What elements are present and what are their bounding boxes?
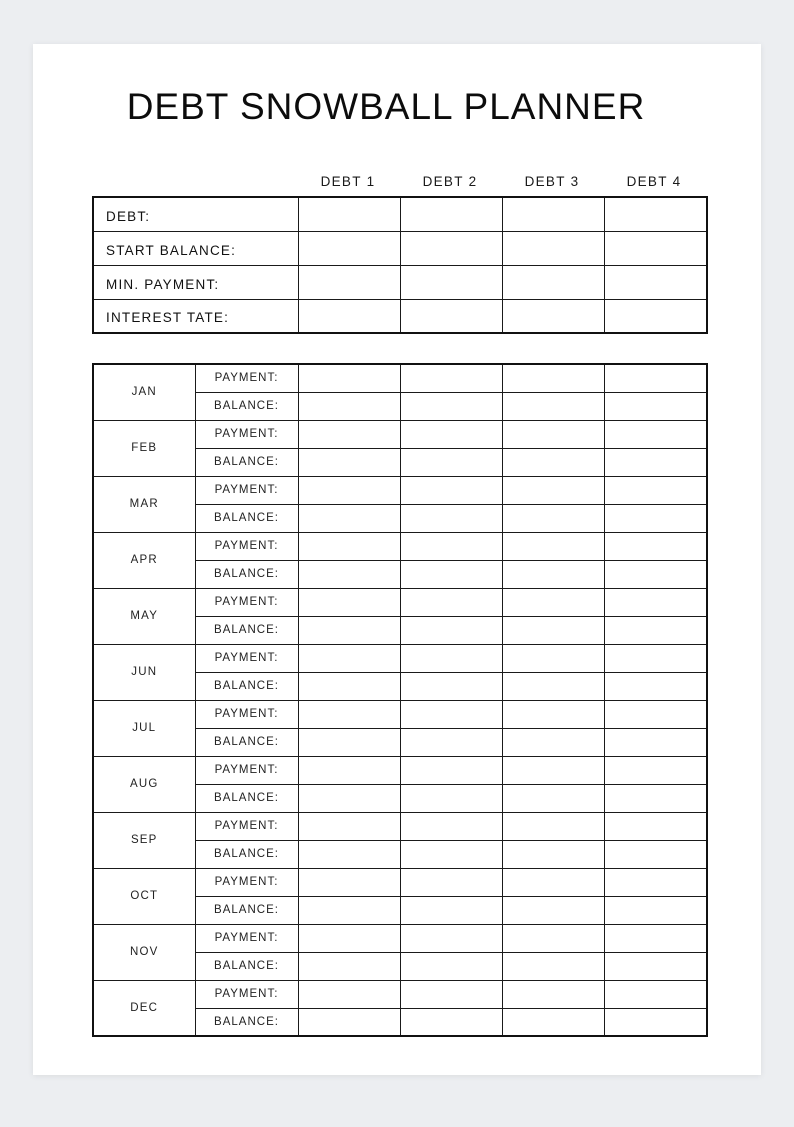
payment-cell-debt-1[interactable]: [298, 476, 400, 504]
balance-label: BALANCE:: [195, 840, 298, 868]
payment-cell-debt-1[interactable]: [298, 420, 400, 448]
balance-cell-debt-4[interactable]: [604, 896, 707, 924]
payment-cell-debt-1[interactable]: [298, 924, 400, 952]
payment-cell-debt-2[interactable]: [400, 700, 502, 728]
payment-cell-debt-2[interactable]: [400, 812, 502, 840]
month-payment-row: [93, 812, 707, 840]
balance-cell-debt-3[interactable]: [502, 560, 604, 588]
payment-cell-debt-1[interactable]: [298, 980, 400, 1008]
payment-cell-debt-4[interactable]: [604, 476, 707, 504]
balance-cell-debt-3[interactable]: [502, 392, 604, 420]
payment-cell-debt-4[interactable]: [604, 588, 707, 616]
summary-row-label: MIN. PAYMENT:: [93, 265, 298, 299]
summary-cell-debt-4[interactable]: [604, 299, 707, 333]
payment-cell-debt-1[interactable]: [298, 756, 400, 784]
payment-label: PAYMENT:: [195, 532, 298, 560]
balance-cell-debt-4[interactable]: [604, 504, 707, 532]
payment-cell-debt-3[interactable]: [502, 868, 604, 896]
balance-cell-debt-1[interactable]: [298, 896, 400, 924]
balance-cell-debt-4[interactable]: [604, 616, 707, 644]
balance-label: BALANCE:: [195, 896, 298, 924]
balance-label: BALANCE:: [195, 616, 298, 644]
summary-cell-debt-4[interactable]: [604, 197, 707, 231]
payment-cell-debt-1[interactable]: [298, 588, 400, 616]
payment-cell-debt-3[interactable]: [502, 700, 604, 728]
debt-2-header: DEBT 2: [422, 174, 478, 189]
balance-cell-debt-2[interactable]: [400, 616, 502, 644]
payment-cell-debt-1[interactable]: [298, 868, 400, 896]
payment-cell-debt-3[interactable]: [502, 980, 604, 1008]
payment-label: PAYMENT:: [195, 476, 298, 504]
payment-label: PAYMENT:: [195, 924, 298, 952]
payment-cell-debt-2[interactable]: [400, 364, 502, 392]
payment-cell-debt-2[interactable]: [400, 756, 502, 784]
payment-cell-debt-4[interactable]: [604, 868, 707, 896]
balance-label: BALANCE:: [195, 952, 298, 980]
month-label: MAY: [93, 588, 195, 644]
summary-row: [93, 197, 707, 231]
summary-row-label: INTEREST TATE:: [93, 299, 298, 333]
balance-cell-debt-2[interactable]: [400, 448, 502, 476]
balance-cell-debt-2[interactable]: [400, 896, 502, 924]
month-label: DEC: [93, 980, 195, 1036]
payment-cell-debt-2[interactable]: [400, 476, 502, 504]
payment-cell-debt-4[interactable]: [604, 924, 707, 952]
balance-cell-debt-3[interactable]: [502, 896, 604, 924]
balance-label: BALANCE:: [195, 392, 298, 420]
summary-cell-debt-1[interactable]: [298, 197, 400, 231]
month-label: OCT: [93, 868, 195, 924]
balance-cell-debt-4[interactable]: [604, 728, 707, 756]
month-payment-row: [93, 532, 707, 560]
balance-cell-debt-1[interactable]: [298, 448, 400, 476]
balance-cell-debt-4[interactable]: [604, 560, 707, 588]
month-payment-row: [93, 980, 707, 1008]
balance-cell-debt-1[interactable]: [298, 616, 400, 644]
month-payment-row: [93, 588, 707, 616]
month-label: JUN: [93, 644, 195, 700]
payment-cell-debt-2[interactable]: [400, 868, 502, 896]
balance-cell-debt-1[interactable]: [298, 840, 400, 868]
balance-label: BALANCE:: [195, 1008, 298, 1036]
debt-4-header: DEBT 4: [626, 174, 682, 189]
summary-cell-debt-3[interactable]: [502, 197, 604, 231]
payment-cell-debt-3[interactable]: [502, 644, 604, 672]
monthly-payment-table: [92, 363, 708, 1037]
summary-cell-debt-2[interactable]: [400, 231, 502, 265]
month-label: NOV: [93, 924, 195, 980]
summary-row-label: START BALANCE:: [93, 231, 298, 265]
summary-cell-debt-3[interactable]: [502, 299, 604, 333]
payment-cell-debt-3[interactable]: [502, 588, 604, 616]
month-label: AUG: [93, 756, 195, 812]
payment-cell-debt-2[interactable]: [400, 980, 502, 1008]
debt-3-header: DEBT 3: [524, 174, 580, 189]
debt-column-headers: [297, 174, 705, 192]
payment-cell-debt-3[interactable]: [502, 924, 604, 952]
balance-label: BALANCE:: [195, 672, 298, 700]
balance-cell-debt-1[interactable]: [298, 504, 400, 532]
balance-cell-debt-2[interactable]: [400, 504, 502, 532]
payment-cell-debt-3[interactable]: [502, 476, 604, 504]
balance-cell-debt-4[interactable]: [604, 952, 707, 980]
month-label: MAR: [93, 476, 195, 532]
balance-cell-debt-3[interactable]: [502, 952, 604, 980]
balance-cell-debt-3[interactable]: [502, 784, 604, 812]
payment-cell-debt-3[interactable]: [502, 420, 604, 448]
balance-cell-debt-2[interactable]: [400, 672, 502, 700]
balance-cell-debt-2[interactable]: [400, 840, 502, 868]
month-label: APR: [93, 532, 195, 588]
payment-label: PAYMENT:: [195, 980, 298, 1008]
payment-cell-debt-2[interactable]: [400, 420, 502, 448]
summary-cell-debt-3[interactable]: [502, 265, 604, 299]
payment-cell-debt-4[interactable]: [604, 420, 707, 448]
summary-cell-debt-2[interactable]: [400, 197, 502, 231]
payment-cell-debt-3[interactable]: [502, 812, 604, 840]
payment-label: PAYMENT:: [195, 420, 298, 448]
summary-row-label: DEBT:: [93, 197, 298, 231]
balance-cell-debt-3[interactable]: [502, 840, 604, 868]
balance-cell-debt-4[interactable]: [604, 784, 707, 812]
balance-cell-debt-1[interactable]: [298, 728, 400, 756]
balance-cell-debt-2[interactable]: [400, 560, 502, 588]
payment-cell-debt-1[interactable]: [298, 644, 400, 672]
payment-cell-debt-4[interactable]: [604, 364, 707, 392]
summary-cell-debt-3[interactable]: [502, 231, 604, 265]
month-payment-row: [93, 868, 707, 896]
payment-cell-debt-1[interactable]: [298, 532, 400, 560]
month-label: FEB: [93, 420, 195, 476]
payment-cell-debt-1[interactable]: [298, 700, 400, 728]
month-label: JAN: [93, 364, 195, 420]
payment-cell-debt-4[interactable]: [604, 644, 707, 672]
balance-cell-debt-4[interactable]: [604, 840, 707, 868]
payment-cell-debt-4[interactable]: [604, 812, 707, 840]
month-payment-row: [93, 700, 707, 728]
balance-cell-debt-3[interactable]: [502, 728, 604, 756]
summary-cell-debt-4[interactable]: [604, 265, 707, 299]
balance-cell-debt-1[interactable]: [298, 1008, 400, 1036]
summary-cell-debt-1[interactable]: [298, 265, 400, 299]
summary-cell-debt-2[interactable]: [400, 299, 502, 333]
summary-row: [93, 299, 707, 333]
month-payment-row: [93, 420, 707, 448]
balance-cell-debt-4[interactable]: [604, 672, 707, 700]
balance-label: BALANCE:: [195, 784, 298, 812]
balance-cell-debt-2[interactable]: [400, 728, 502, 756]
balance-cell-debt-3[interactable]: [502, 672, 604, 700]
balance-cell-debt-2[interactable]: [400, 392, 502, 420]
month-payment-row: [93, 364, 707, 392]
payment-label: PAYMENT:: [195, 644, 298, 672]
balance-cell-debt-2[interactable]: [400, 952, 502, 980]
balance-cell-debt-4[interactable]: [604, 392, 707, 420]
balance-cell-debt-3[interactable]: [502, 1008, 604, 1036]
payment-label: PAYMENT:: [195, 756, 298, 784]
balance-label: BALANCE:: [195, 448, 298, 476]
payment-cell-debt-3[interactable]: [502, 532, 604, 560]
summary-row: [93, 231, 707, 265]
payment-cell-debt-2[interactable]: [400, 924, 502, 952]
payment-cell-debt-3[interactable]: [502, 756, 604, 784]
balance-cell-debt-2[interactable]: [400, 784, 502, 812]
payment-label: PAYMENT:: [195, 588, 298, 616]
balance-label: BALANCE:: [195, 560, 298, 588]
balance-cell-debt-1[interactable]: [298, 672, 400, 700]
month-label: SEP: [93, 812, 195, 868]
payment-cell-debt-4[interactable]: [604, 980, 707, 1008]
summary-cell-debt-4[interactable]: [604, 231, 707, 265]
summary-cell-debt-1[interactable]: [298, 299, 400, 333]
balance-cell-debt-1[interactable]: [298, 952, 400, 980]
summary-cell-debt-2[interactable]: [400, 265, 502, 299]
payment-label: PAYMENT:: [195, 812, 298, 840]
payment-cell-debt-4[interactable]: [604, 756, 707, 784]
payment-label: PAYMENT:: [195, 364, 298, 392]
payment-label: PAYMENT:: [195, 868, 298, 896]
month-payment-row: [93, 924, 707, 952]
payment-cell-debt-3[interactable]: [502, 364, 604, 392]
month-label: JUL: [93, 700, 195, 756]
payment-cell-debt-2[interactable]: [400, 588, 502, 616]
payment-cell-debt-2[interactable]: [400, 644, 502, 672]
summary-cell-debt-1[interactable]: [298, 231, 400, 265]
balance-cell-debt-1[interactable]: [298, 784, 400, 812]
balance-label: BALANCE:: [195, 728, 298, 756]
month-payment-row: [93, 756, 707, 784]
debt-summary-table: [92, 196, 708, 334]
payment-label: PAYMENT:: [195, 700, 298, 728]
debt-1-header: DEBT 1: [320, 174, 376, 189]
payment-cell-debt-2[interactable]: [400, 532, 502, 560]
balance-cell-debt-3[interactable]: [502, 448, 604, 476]
balance-cell-debt-4[interactable]: [604, 1008, 707, 1036]
page-title: DEBT SNOWBALL PLANNER: [126, 86, 646, 127]
balance-cell-debt-3[interactable]: [502, 616, 604, 644]
payment-cell-debt-1[interactable]: [298, 364, 400, 392]
balance-label: BALANCE:: [195, 504, 298, 532]
payment-cell-debt-1[interactable]: [298, 812, 400, 840]
payment-cell-debt-4[interactable]: [604, 532, 707, 560]
balance-cell-debt-2[interactable]: [400, 1008, 502, 1036]
balance-cell-debt-1[interactable]: [298, 560, 400, 588]
balance-cell-debt-3[interactable]: [502, 504, 604, 532]
balance-cell-debt-4[interactable]: [604, 448, 707, 476]
payment-cell-debt-4[interactable]: [604, 700, 707, 728]
month-payment-row: [93, 644, 707, 672]
balance-cell-debt-1[interactable]: [298, 392, 400, 420]
summary-row: [93, 265, 707, 299]
month-payment-row: [93, 476, 707, 504]
